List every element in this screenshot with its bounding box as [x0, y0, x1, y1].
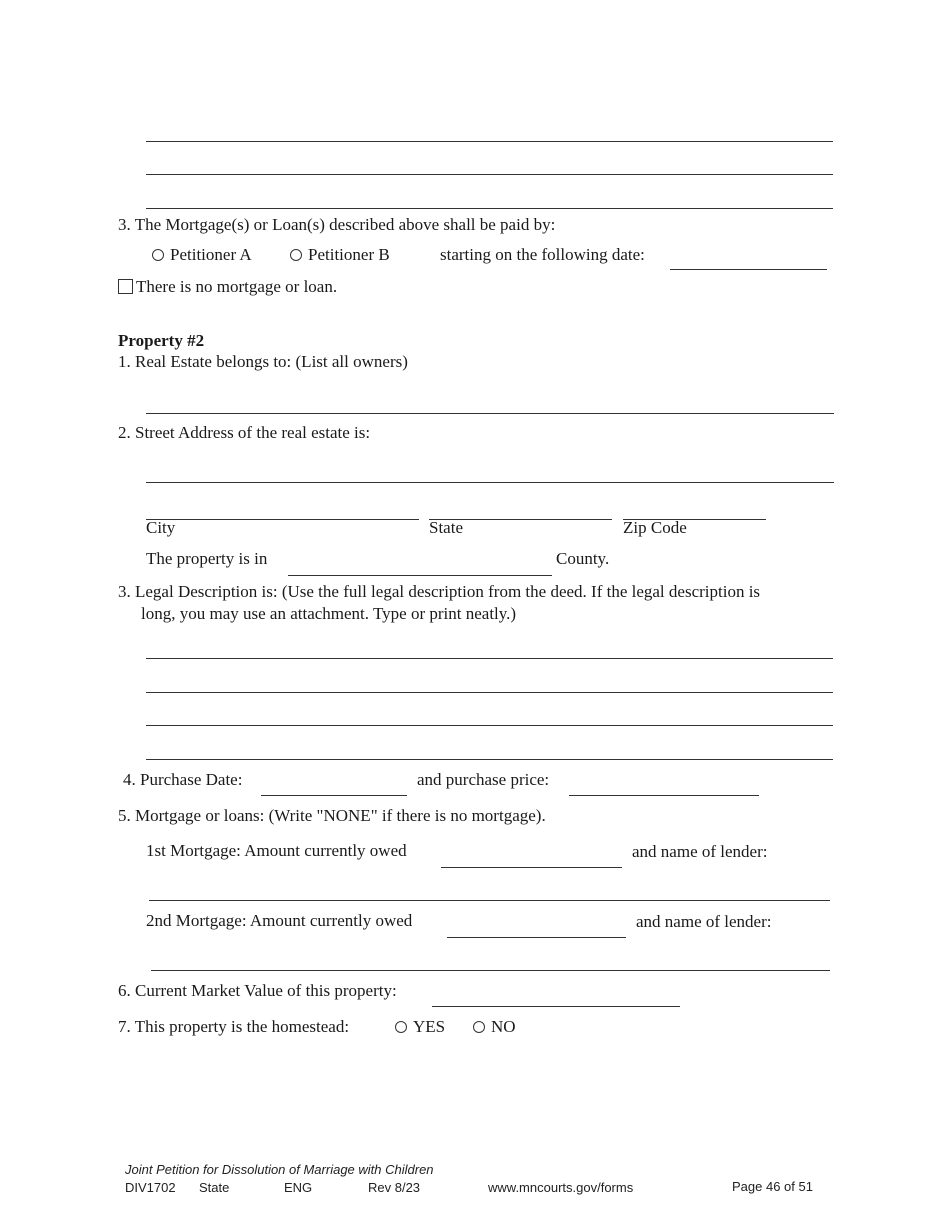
mortgage-paid-by-label: 3. The Mortgage(s) or Loan(s) described above shall be paid by: [118, 215, 556, 234]
legal-description-line-4[interactable] [146, 739, 833, 760]
second-mortgage-label: 2nd Mortgage: Amount currently owed [146, 911, 413, 930]
county-prefix-label: The property is in [146, 549, 268, 568]
purchase-date-label: 4. Purchase Date: [123, 770, 243, 789]
first-lender-label: and name of lender: [632, 842, 768, 861]
city-label: City [146, 518, 176, 537]
city-field[interactable] [146, 499, 419, 520]
radio-circle-icon[interactable] [473, 1021, 485, 1033]
homestead-no-radio[interactable] [473, 1017, 516, 1037]
radio-circle-icon[interactable] [395, 1021, 407, 1033]
state-label: State [429, 518, 463, 537]
owners-field[interactable] [146, 393, 834, 414]
zip-code-label: Zip Code [623, 518, 687, 537]
petitioner-a-label: Petitioner A [170, 245, 252, 264]
first-lender-name-field[interactable] [149, 880, 830, 901]
petitioner-b-label: Petitioner B [308, 245, 390, 264]
starting-date-field[interactable] [670, 249, 827, 270]
homestead-label: 7. This property is the homestead: [118, 1017, 350, 1036]
radio-circle-icon[interactable] [290, 249, 302, 261]
homestead-yes-radio[interactable] [395, 1017, 445, 1037]
county-suffix-label: County. [556, 549, 610, 568]
radio-circle-icon[interactable] [152, 249, 164, 261]
purchase-price-field[interactable] [569, 775, 759, 796]
zip-code-field[interactable] [623, 499, 766, 520]
footer-language: ENG [284, 1180, 313, 1195]
second-lender-name-field[interactable] [151, 950, 830, 971]
first-mortgage-label: 1st Mortgage: Amount currently owed [146, 841, 407, 860]
purchase-price-label: and purchase price: [417, 770, 550, 789]
homestead-yes-label: YES [413, 1017, 446, 1036]
county-field[interactable] [288, 555, 552, 576]
petitioner-a-radio[interactable] [152, 245, 252, 265]
state-field[interactable] [429, 499, 612, 520]
footer-page-number: Page 46 of 51 [732, 1179, 813, 1194]
starting-date-label: starting on the following date: [440, 245, 645, 264]
legal-description-line-3[interactable] [146, 705, 833, 726]
market-value-field[interactable] [432, 986, 680, 1007]
legal-description-instructions: long, you may use an attachment. Type or print neatly.) [141, 604, 517, 623]
second-mortgage-amount-field[interactable] [447, 917, 626, 938]
property-2-heading: Property #2 [118, 331, 205, 350]
homestead-no-label: NO [491, 1017, 516, 1036]
footer-form-code: DIV1702 [125, 1180, 176, 1195]
purchase-date-field[interactable] [261, 775, 407, 796]
street-address-field[interactable] [146, 462, 834, 483]
real-estate-owners-label: 1. Real Estate belongs to: (List all owners) [118, 352, 408, 371]
footer-revision: Rev 8/23 [368, 1180, 421, 1195]
legal-description-line-1[interactable] [146, 638, 833, 659]
first-mortgage-amount-field[interactable] [441, 847, 622, 868]
no-mortgage-label: There is no mortgage or loan. [136, 277, 338, 296]
petitioner-b-radio[interactable] [290, 245, 390, 265]
checkbox-icon[interactable] [118, 279, 133, 294]
prev-description-line-2[interactable] [146, 154, 833, 175]
market-value-label: 6. Current Market Value of this property: [118, 981, 397, 1000]
footer-jurisdiction: State [199, 1180, 230, 1195]
legal-description-line-2[interactable] [146, 672, 833, 693]
legal-description-label: 3. Legal Description is: (Use the full legal description from the deed. If the legal description is [118, 582, 761, 601]
second-lender-label: and name of lender: [636, 912, 772, 931]
no-mortgage-checkbox[interactable] [118, 277, 337, 297]
prev-description-line-3[interactable] [146, 188, 833, 209]
street-address-label: 2. Street Address of the real estate is: [118, 423, 371, 442]
footer-form-title: Joint Petition for Dissolution of Marriage with Children [125, 1162, 434, 1177]
prev-description-line-1[interactable] [146, 121, 833, 142]
mortgage-loans-label: 5. Mortgage or loans: (Write "NONE" if there is no mortgage). [118, 806, 546, 825]
footer-url[interactable]: www.mncourts.gov/forms [488, 1180, 634, 1195]
